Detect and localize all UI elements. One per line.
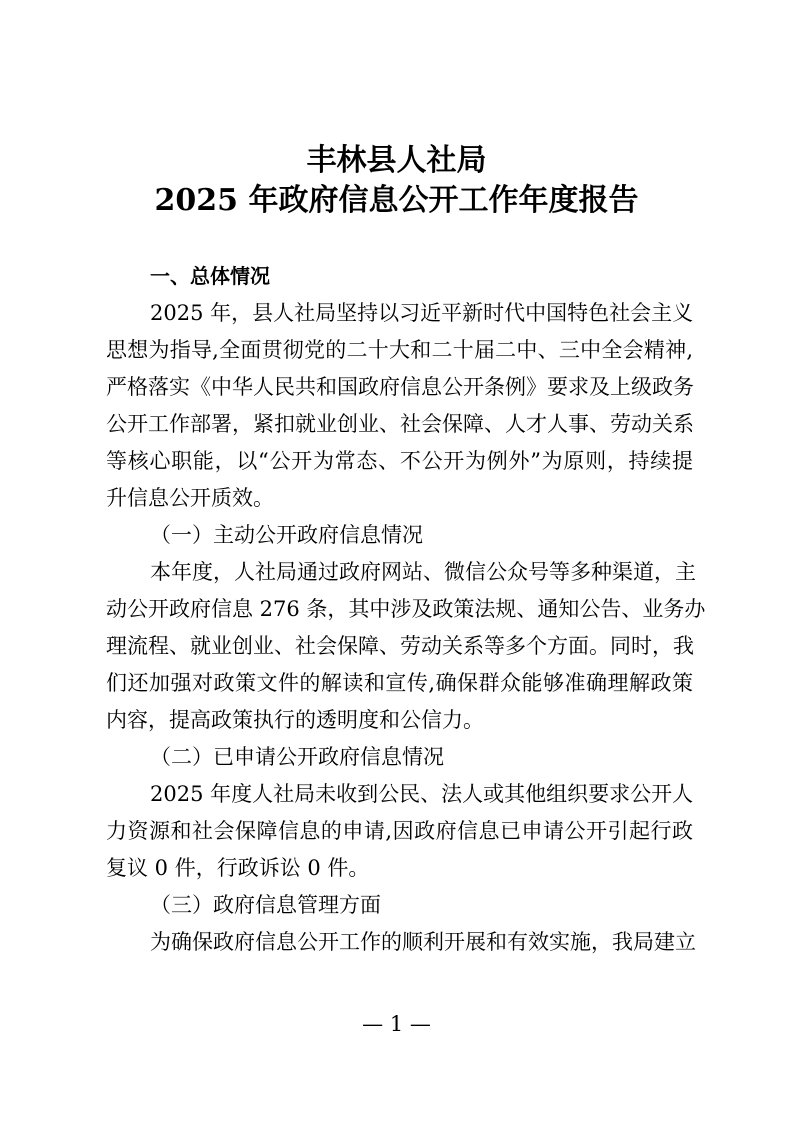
paragraph-line: 力资源和社会保障信息的申请,因政府信息已申请公开引起行政 <box>106 819 693 843</box>
paragraph-line: 2025 年度人社局未收到公民、法人或其他组织要求公开人 <box>150 782 694 806</box>
paragraph-line: 本年度，人社局通过政府网站、微信公众号等多种渠道，主 <box>150 560 696 584</box>
paragraph-line: 理流程、就业创业、社会保障、劳动关系等多个方面。同时，我 <box>106 634 694 658</box>
paragraph-line: 们还加强对政策文件的解读和宣传,确保群众能够准确理解政策 <box>106 671 693 695</box>
paragraph-line: 2025 年，县人社局坚持以习近平新时代中国特色社会主义 <box>150 301 694 325</box>
page-number: — 1 — <box>362 1012 431 1036</box>
paragraph-line: 复议 0 件，行政诉讼 0 件。 <box>106 856 370 880</box>
paragraph-line: 等核心职能，以“公开为常态、不公开为例外”为原则，持续提 <box>106 449 693 473</box>
subsection-heading-requested-disclosure: （二）已申请公开政府信息情况 <box>150 745 444 769</box>
paragraph-line: 思想为指导,全面贯彻党的二十大和二十届二中、三中全会精神, <box>106 338 693 362</box>
subsection-heading-information-management: （三）政府信息管理方面 <box>150 893 381 917</box>
paragraph-line: 为确保政府信息公开工作的顺利开展和有效实施，我局建立 <box>150 930 696 954</box>
paragraph-line: 升信息公开质效。 <box>106 486 274 510</box>
paragraph-line: 动公开政府信息 276 条，其中涉及政策法规、通知公告、业务办 <box>106 597 706 621</box>
paragraph-line: 严格落实《中华人民共和国政府信息公开条例》要求及上级政务 <box>106 375 694 399</box>
report-title-line-2: 2025 年政府信息公开工作年度报告 <box>154 183 639 218</box>
section-heading-overall: 一、总体情况 <box>150 264 270 288</box>
subsection-heading-active-disclosure: （一）主动公开政府信息情况 <box>150 523 423 547</box>
paragraph-line: 公开工作部署，紧扣就业创业、社会保障、人才人事、劳动关系 <box>106 412 694 436</box>
report-title-line-1: 丰林县人社局 <box>306 143 487 178</box>
paragraph-line: 内容，提高政策执行的透明度和公信力。 <box>106 708 484 732</box>
